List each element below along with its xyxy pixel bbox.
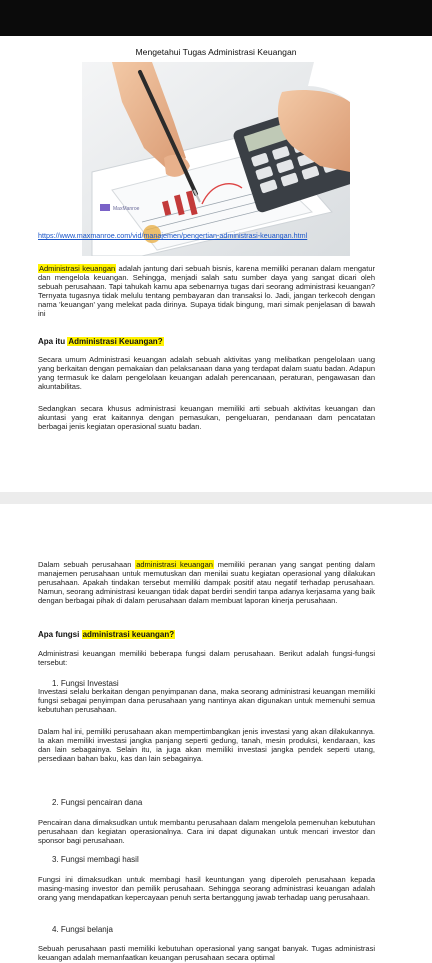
list-item-label: Fungsi Investasi — [60, 679, 119, 688]
document-title: Mengetahui Tugas Administrasi Keuangan — [135, 47, 297, 57]
definition-paragraph-specific: Sedangkan secara khusus administrasi keuangan memiliki arti sebuah aktivitas keuangan dan akuntasi yang erat kaitannya dengan pemasukan, pengeluaran, pendanaan dam pencatatan berbagai jenis kegiatan operasional suatu badan. — [38, 404, 375, 431]
intro-highlight: Administrasi keuangan — [39, 264, 116, 273]
role-paragraph — [38, 561, 375, 606]
heading-highlight: Administrasi Keuangan? — [68, 337, 163, 346]
section-heading-apa-itu — [38, 337, 164, 346]
list-item-number: 2. — [52, 798, 59, 807]
source-link[interactable]: https://www.maxmanroe.com/vid/manajemen/pengertian-administrasi-keuangan.html — [38, 231, 308, 240]
role-text: memiliki peranan yang sangat penting dalam manajemen perusahaan untuk memutuskan dan menilai suatu kegiatan operasional yang dilakukan perusahaan. Apakah tindakan tersebut memiliki dampak positif atau negatif terhadap perusahaan. Namun, seorang administrasi keuangan tidak dapat berdiri sendiri tanpa adanya kerjasama yang baik dengan berbagai pihak di dalam perusahaan dalam membuat laporan kinerja perusahaan. — [38, 560, 375, 605]
list-item-paragraph: Pencairan dana dimaksudkan untuk membantu perusahaan dalam mengelola pemenuhan kebutuhan perusahaan dan kegiatan operasionalnya. Cara ini dapat digunakan untuk mencari investor dan sponsor bagi perusahaan. — [38, 818, 375, 845]
functions-intro: Administrasi keuangan memiliki beberapa fungsi dalam perusahaan. Berikut adalah fungsi-fungsi tersebut: — [38, 649, 375, 667]
role-highlight: administrasi keuangan — [136, 560, 213, 569]
list-item-label: Fungsi membagi hasil — [60, 855, 139, 864]
list-item-number: 4. — [52, 925, 59, 934]
list-item-number: 1. — [52, 679, 59, 688]
list-item-paragraph: Fungsi ini dimaksudkan untuk membagi hasil keuntungan yang diperoleh perusahaan kepada masing-masing investor dan pemilik perusahaan. Sehingga seorang administrasi keuangan adalah orang yang mendapatkan kepercayaan penuh serta bertanggung jawab terhadap uang perusahaan. — [38, 875, 375, 902]
list-item-title — [52, 855, 139, 864]
heading-prefix: Apa fungsi — [38, 630, 82, 639]
role-prefix: Dalam sebuah perusahaan — [38, 560, 136, 569]
list-item-paragraph: Sebuah perusahaan pasti memiliki kebutuhan operasional yang sangat banyak. Tugas administrasi keuangan adalah memanfaatkan keuangan perusahaan secara optimal — [38, 944, 375, 962]
section-heading-fungsi — [38, 630, 175, 639]
intro-paragraph — [38, 265, 375, 318]
list-item-label: Fungsi pencairan dana — [60, 798, 143, 807]
list-item-number: 3. — [52, 855, 59, 864]
page-separator — [0, 492, 432, 504]
hero-photo — [82, 62, 350, 256]
heading-prefix: Apa itu — [38, 337, 68, 346]
list-item-paragraph: Investasi selalu berkaitan dengan penyimpanan dana, maka seorang administrasi keuangan memiliki fungsi sebagai penyimpan dana perusahaan yang nantinya akan digunakan untuk memenuhi semua kebutuhan perusahaan. — [38, 687, 375, 714]
list-item-label: Fungsi belanja — [60, 925, 113, 934]
document-page-2 — [0, 504, 432, 960]
heading-highlight: administrasi keuangan? — [82, 630, 175, 639]
top-status-bar — [0, 0, 432, 36]
list-item-title — [52, 798, 142, 807]
document-page-1 — [0, 36, 432, 492]
intro-text: adalah jantung dari sebuah bisnis, karena memiliki peranan dalam mengatur dan mengelola keuangan. Sehingga, menjadi salah satu sumber daya yang sangat dicari oleh sebuah perusahaan. Tapi tahukah kamu apa sebenarnya tugas dari seorang administrasi keuangan? Ternyata tugasnya tidak melulu tentang pembayaran dan transaksi lo. Jadi, jangan terkecoh dengan nama 'keuangan' yang melekat pada dirinya. Supaya tidak bingung, mari simak penjelasan di bawah ini — [38, 264, 375, 318]
list-item-title — [52, 925, 113, 934]
list-item-paragraph: Dalam hal ini, pemiliki perusahaan akan mempertimbangkan jenis investasi yang akan dilakukannya. Ia akan memiliki investasi jangka panjang seperti gedung, tanah, mesin produksi, kendaraan, kas dan lain sebagainya. Selain itu, ia juga akan memiliki investasi jangka pendek seperti utang, persediaan bahan baku, kas dan lain sebagainya. — [38, 727, 375, 763]
definition-paragraph-general: Secara umum Administrasi keuangan adalah sebuah aktivitas yang melibatkan pengelolaan uang yang berkaitan dengan pemakaian dan pelaksanaan dana yang terdapat dalam suatu badan. Adapun yang termasuk ke dalam pengelolaan keuangan adalah perencanaan, peraturan, pengawasan dan akuntabilitas. — [38, 355, 375, 391]
watermark-text: MaxManroe — [113, 206, 140, 212]
